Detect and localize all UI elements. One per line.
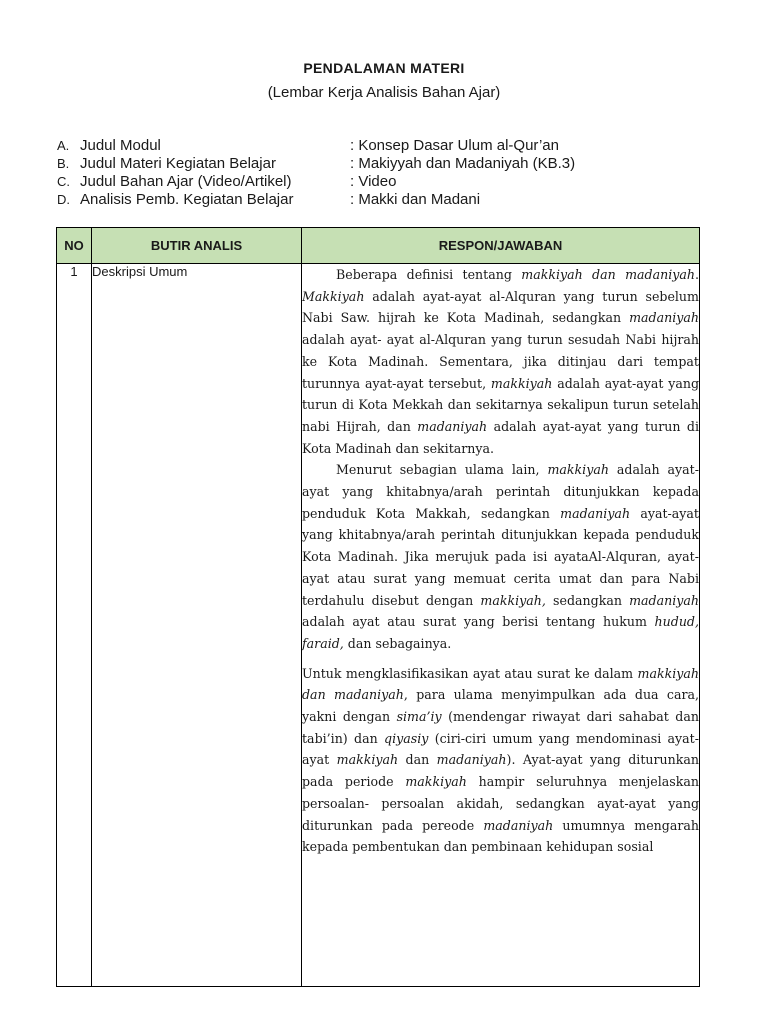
text-run: Menurut sebagian ulama lain, xyxy=(336,462,548,478)
info-letter: A. xyxy=(57,138,70,153)
italic-term: makkiyah dan madaniyah xyxy=(302,665,699,703)
response-paragraph xyxy=(302,663,699,858)
row-butir: Deskripsi Umum xyxy=(92,264,302,987)
italic-term: madaniyah xyxy=(483,817,554,833)
italic-term: makkiyah dan madaniyah xyxy=(521,267,695,282)
page-subtitle: (Lembar Kerja Analisis Bahan Ajar) xyxy=(267,84,501,101)
analysis-table xyxy=(56,227,700,987)
text-run: , para ulama menyimpulkan ada dua cara, yakni dengan xyxy=(302,687,699,725)
info-label: Analisis Pemb. Kegiatan Belajar xyxy=(80,191,294,208)
text-run: hampir seluruhnya menjelaskan persoalan- persoalan akidah, sedangkan ayat-ayat yang diturunkan pada pereode xyxy=(302,774,699,833)
italic-term: makkiyah xyxy=(490,375,553,391)
text-run: . xyxy=(694,267,699,282)
info-letter: D. xyxy=(57,192,70,207)
italic-term: madaniyah xyxy=(417,418,488,434)
info-row-judul-materi xyxy=(57,155,717,173)
italic-term: madaniyah xyxy=(436,752,507,768)
text-run: Untuk mengklasifikasikan ayat atau surat ke dalam xyxy=(302,665,638,681)
response-text xyxy=(302,264,699,986)
info-letter: B. xyxy=(57,156,70,171)
text-run: sedangkan xyxy=(545,592,630,608)
table-row xyxy=(57,264,700,987)
row-response xyxy=(302,264,700,987)
italic-term: qiyasiy xyxy=(384,730,429,746)
italic-term: makkiyah xyxy=(336,752,399,768)
italic-term: madaniyah xyxy=(629,592,699,608)
text-run: Beberapa definisi tentang xyxy=(336,267,522,282)
text-run: dan xyxy=(398,752,437,768)
info-label: Judul Bahan Ajar (Video/Artikel) xyxy=(80,173,292,190)
text-run: ayat-ayat yang khitabnya/arah perintah ditunjukkan kepada penduduk Kota Madinah. Jika merujuk pada isi ayataAl-Alquran, ayat-ayat atau surat yang memuat cerita umat dan para Nabi terdahulu disebut dengan xyxy=(302,505,699,608)
info-value: : Makki dan Madani xyxy=(350,191,481,208)
italic-term: madaniyah xyxy=(560,505,631,521)
info-row-judul-modul xyxy=(57,137,717,155)
text-run: (ciri-ciri umum yang mendominasi ayat-ayat xyxy=(302,730,699,768)
info-letter: C. xyxy=(57,174,70,189)
text-run: umumnya mengarah kepada pembentukan dan pembinaan kehidupan sosial xyxy=(302,817,699,855)
page-title: PENDALAMAN MATERI xyxy=(303,60,465,76)
italic-term: makkiyah xyxy=(405,774,467,790)
text-run: adalah ayat-ayat yang turun di Kota Mekkah dan sekitarnya sekalipun turun setelah nabi Hijrah, dan xyxy=(302,375,699,434)
text-run: dan sebagainya. xyxy=(343,635,452,651)
italic-term: Makkiyah xyxy=(302,288,365,304)
module-info xyxy=(57,137,717,209)
text-run: ). Ayat-ayat yang diturunkan pada periode xyxy=(302,752,699,790)
italic-term: madaniyah xyxy=(629,310,699,326)
table-header-row xyxy=(57,228,700,264)
response-paragraph xyxy=(302,264,699,459)
header-no: NO xyxy=(57,228,92,264)
text-run: adalah ayat-ayat yang khitabnya/arah perintah ditunjukkan kepada penduduk Kota Makkah, sedangkan xyxy=(302,462,699,521)
row-number: 1 xyxy=(57,264,92,987)
text-run: adalah ayat atau surat yang berisi tentang hukum xyxy=(302,614,655,630)
header-respon-jawaban: RESPON/JAWABAN xyxy=(302,228,700,264)
header-butir-analis: BUTIR ANALIS xyxy=(92,228,302,264)
italic-term: makkiyah xyxy=(547,462,609,478)
italic-term: makkiyah, xyxy=(480,592,546,608)
info-row-analisis xyxy=(57,191,717,209)
info-value: : Konsep Dasar Ulum al-Qur’an xyxy=(350,137,559,154)
text-run: adalah ayat-ayat al-Alquran yang turun sebelum Nabi Saw. hijrah ke Kota Madinah, sedangkan xyxy=(302,288,699,326)
italic-term: sima’iy xyxy=(396,709,442,725)
response-paragraph xyxy=(302,459,699,654)
italic-term: hudud, faraid, xyxy=(302,614,699,651)
info-label: Judul Modul xyxy=(80,137,161,154)
info-value: : Makiyyah dan Madaniyah (KB.3) xyxy=(350,155,576,172)
info-row-judul-bahan-ajar xyxy=(57,173,717,191)
text-run: adalah ayat- ayat al-Alquran yang turun sesudah Nabi hijrah ke Kota Madinah. Sementara, jika ditinjau dari tempat turunnya ayat-ayat tersebut, xyxy=(302,332,699,391)
info-label: Judul Materi Kegiatan Belajar xyxy=(80,155,276,172)
info-value: : Video xyxy=(350,173,397,190)
text-run: adalah ayat-ayat yang turun di Kota Madinah dan sekitarnya. xyxy=(302,418,699,456)
text-run: (mendengar riwayat dari sahabat dan tabi’in) dan xyxy=(302,709,699,746)
